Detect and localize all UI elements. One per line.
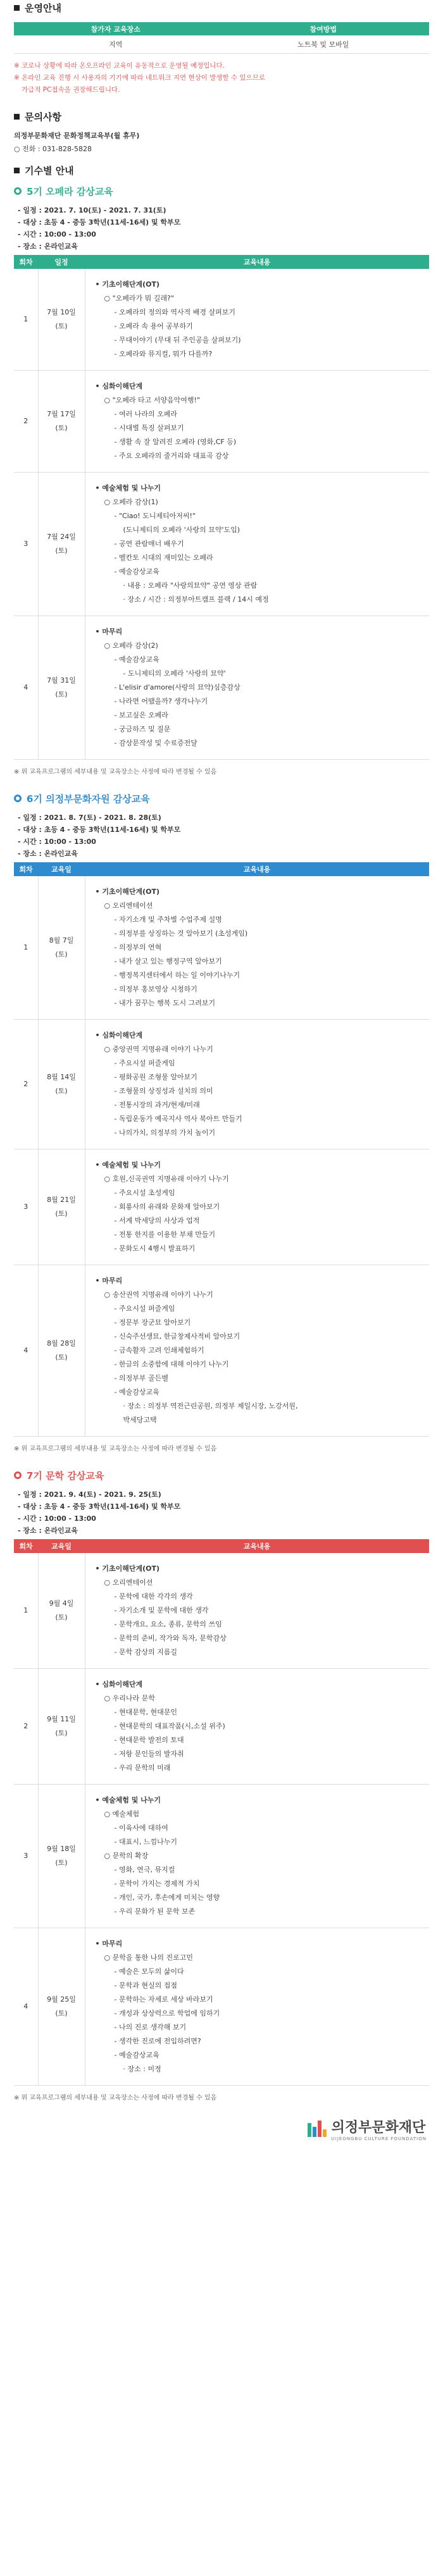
- table-row: [14, 1553, 429, 1669]
- session-date-text: 9월 25일: [47, 1995, 76, 2003]
- content-line: - 회룡사의 유래와 문화재 알아보기: [114, 1202, 220, 1211]
- program-section: [14, 1469, 429, 2102]
- content-line: - 문학에 대한 각각의 생각: [114, 1592, 193, 1601]
- schedule-header: 교육내용: [85, 862, 429, 876]
- schedule-header: 회차: [14, 1539, 38, 1553]
- content-line: ○ 우리나라 문학: [104, 1694, 155, 1702]
- content-line: ○ 예술체험: [104, 1809, 140, 1818]
- session-date-text: 8월 21일: [47, 1195, 76, 1204]
- session-date-text: (토): [55, 546, 68, 555]
- content-line: - 금속활자 고려 인쇄체험하기: [114, 1346, 204, 1354]
- session-date-text: (토): [55, 1858, 68, 1867]
- schedule-header: 회차: [14, 255, 38, 269]
- content-line: - 문학의 준비, 작가와 독자, 문학감상: [114, 1633, 227, 1642]
- details-title: 기수별 안내: [25, 164, 74, 176]
- inquiry-heading: [14, 110, 429, 123]
- program-info-line: - 시간 : 10:00 - 13:00: [18, 1514, 96, 1523]
- session-content: [85, 1149, 429, 1265]
- schedule-table: [14, 1539, 429, 2086]
- session-date-text: (토): [55, 950, 68, 958]
- table-row: [14, 876, 429, 1020]
- content-line: ○ 오페라 감상(2): [104, 641, 158, 650]
- program-info-line: - 대상 : 초등 4 - 중등 3학년(11세-16세) 및 학부모: [18, 1502, 181, 1511]
- content-line: - 예술감상교육: [114, 655, 159, 664]
- session-date-text: 8월 14일: [47, 1072, 76, 1081]
- session-date: [38, 1149, 85, 1265]
- program-info-line: - 대상 : 초등 4 - 중등 3학년(11세-16세) 및 학부모: [18, 825, 181, 834]
- content-line: · 장소 / 시간 : 의정부아트캠프 블랙 / 14시 예정: [123, 595, 269, 604]
- table-row: [14, 1668, 429, 1784]
- session-number: 4: [14, 1265, 38, 1436]
- foundation-logo: [14, 2117, 429, 2141]
- content-line: ○ 오페라 감상(1): [104, 497, 158, 506]
- session-date-text: (토): [55, 690, 68, 698]
- session-date: [38, 1019, 85, 1149]
- content-line: • 기초이해단계(OT): [95, 887, 160, 896]
- content-line: ○ 송산권역 지명유래 이야기 나누기: [104, 1290, 213, 1299]
- session-number: 1: [14, 876, 38, 1020]
- content-line: - 생활 속 잘 알려진 오페라 (영화,CF 등): [114, 437, 237, 446]
- session-date-text: (토): [55, 1728, 68, 1737]
- content-line: - 예술감상교육: [114, 1387, 159, 1396]
- program-footnote: ※ 위 교육프로그램의 세부내용 및 교육장소는 사정에 따라 변경될 수 있음: [14, 768, 217, 776]
- session-date: [38, 1784, 85, 1928]
- program-info-line: - 장소 : 온라인교육: [18, 242, 78, 251]
- content-line: - 이육사에 대하여: [114, 1823, 168, 1832]
- content-line: - 전통 한지를 이용한 부채 만들기: [114, 1230, 216, 1239]
- session-date: [38, 616, 85, 759]
- content-line: - 내가 살고 있는 행정구역 알아보기: [114, 957, 222, 965]
- session-date-text: (토): [55, 1086, 68, 1095]
- table-row: [14, 1149, 429, 1265]
- content-line: • 심화이해단계: [95, 1031, 143, 1039]
- content-line: - 내가 꿈꾸는 행복 도시 그려보기: [114, 998, 216, 1007]
- content-line: - 주요시설 퍼즐게임: [114, 1058, 175, 1067]
- operation-header-method: 참여방법: [218, 22, 430, 35]
- schedule-table: [14, 862, 429, 1437]
- content-line: - 자기소개 및 주차별 수업주제 설명: [114, 915, 222, 924]
- table-row: [14, 472, 429, 616]
- session-content: [85, 1265, 429, 1436]
- session-date-text: (토): [55, 1209, 68, 1218]
- content-line: - 오페라의 정의와 역사적 배경 살펴보기: [114, 307, 235, 316]
- session-content: [85, 1784, 429, 1928]
- session-date-text: (토): [55, 1613, 68, 1621]
- session-date: [38, 1928, 85, 2085]
- square-bullet-icon: [14, 114, 20, 120]
- content-line: - 예술감상교육: [114, 567, 159, 576]
- session-content: [85, 1668, 429, 1784]
- content-line: - 오페라와 뮤지컬, 뭐가 다를까?: [114, 349, 213, 358]
- session-content: [85, 269, 429, 371]
- content-line: - 도니제티의 오페라 '사랑의 묘약': [123, 669, 226, 678]
- inquiry-tel[interactable]: ○ 전화 : 031-828-5828: [14, 144, 92, 153]
- content-line: ○ 문학을 통한 나의 진로고민: [104, 1953, 193, 1962]
- program-info-line: - 대상 : 초등 4 - 중등 3학년(11세-16세) 및 학부모: [18, 218, 181, 226]
- square-bullet-icon: [14, 5, 20, 11]
- content-line: • 예술체험 및 나누기: [95, 1795, 161, 1804]
- foundation-logo-text: 의정부문화재단: [331, 2119, 426, 2136]
- content-line: - 행정복지센터에서 하는 일 이야기나누기: [114, 970, 240, 979]
- program-section: [14, 185, 429, 776]
- session-number: 4: [14, 1928, 38, 2085]
- content-line: • 마무리: [95, 627, 123, 636]
- schedule-header: 교육일: [38, 1539, 85, 1553]
- content-line: (도니제티의 오페라 '사랑의 묘약'도입): [123, 525, 240, 534]
- session-date: [38, 1553, 85, 1669]
- content-line: - 개성과 상상력으로 학업에 임하기: [114, 2009, 220, 2017]
- content-line: - 조형물의 상징성과 설치의 의미: [114, 1086, 213, 1095]
- session-date: [38, 269, 85, 371]
- operation-note: ※ 코로나 상황에 따라 온오프라인 교육이 유동적으로 운영될 예정입니다.: [14, 61, 225, 70]
- content-line: - 문학과 현실의 접점: [114, 1981, 177, 1990]
- content-line: - 예술감상교육: [114, 2050, 159, 2059]
- program-info-line: - 시간 : 10:00 - 13:00: [18, 230, 96, 238]
- content-line: - 주요시설 퍼즐게임: [114, 1304, 175, 1313]
- schedule-header: 교육내용: [85, 255, 429, 269]
- operation-heading: [14, 1, 429, 15]
- session-date: [38, 876, 85, 1020]
- session-date: [38, 370, 85, 472]
- program-section: [14, 792, 429, 1452]
- content-line: - 나의가치, 의정부의 가치 높이기: [114, 1128, 216, 1137]
- program-footnote: ※ 위 교육프로그램의 세부내용 및 교육장소는 사정에 따라 변경될 수 있음: [14, 1445, 217, 1452]
- session-date-text: (토): [55, 2009, 68, 2017]
- content-line: - 전통시장의 과거/현재/미래: [114, 1100, 200, 1109]
- content-line: - 문화도시 4행시 발표하기: [114, 1244, 196, 1253]
- program-info-line: - 장소 : 온라인교육: [18, 1526, 78, 1535]
- content-line: ○ 오리엔테이션: [104, 1578, 153, 1587]
- program-title: [14, 185, 429, 198]
- table-row: [14, 1784, 429, 1928]
- content-line: ○ "오페라 타고 서양음악여행!": [104, 395, 201, 404]
- table-row: [14, 616, 429, 759]
- schedule-header: 교육내용: [85, 1539, 429, 1553]
- session-number: 2: [14, 370, 38, 472]
- session-date-text: 7월 24일: [47, 532, 76, 541]
- content-line: - 영화, 연극, 뮤지컬: [114, 1865, 175, 1874]
- table-row: [14, 1019, 429, 1149]
- content-line: - 의정부부 골든벨: [114, 1373, 168, 1382]
- content-line: - 대표시, 느낌나누기: [114, 1837, 177, 1846]
- content-line: - 우리 문학의 미래: [114, 1763, 171, 1772]
- content-line: - 한글의 소중함에 대해 이야기 나누기: [114, 1359, 229, 1368]
- program-info-line: - 일정 : 2021. 9. 4(토) - 2021. 9. 25(토): [18, 1490, 161, 1499]
- content-line: ○ 오리엔테이션: [104, 901, 153, 910]
- operation-method: 노트북 및 모바일: [218, 35, 430, 53]
- content-line: • 마무리: [95, 1939, 123, 1948]
- content-line: ○ 중앙권역 지명유래 이야기 나누기: [104, 1044, 213, 1053]
- program-title: [14, 792, 429, 805]
- session-date-text: (토): [55, 423, 68, 432]
- program-title-text: 6기 의정부문화자원 감상교육: [27, 793, 150, 805]
- content-line: - 벨칸토 시대의 재미있는 오페라: [114, 553, 213, 562]
- session-content: [85, 1553, 429, 1669]
- content-line: - 서계 박세당의 사상과 업적: [114, 1216, 200, 1225]
- program-info-line: - 일정 : 2021. 7. 10(토) - 2021. 7. 31(토): [18, 206, 166, 214]
- operation-note: 가급적 PC접속을 권장해드립니다.: [22, 85, 120, 94]
- content-line: - 신숙주선생묘, 한글창제사적비 알아보기: [114, 1332, 240, 1341]
- session-number: 3: [14, 472, 38, 616]
- content-line: - 자기소개 및 문학에 대한 생각: [114, 1606, 209, 1614]
- content-line: • 기초이해단계(OT): [95, 280, 160, 288]
- content-line: - 의정부의 연혁: [114, 943, 162, 951]
- operation-table: [14, 22, 429, 54]
- session-content: [85, 472, 429, 616]
- session-date-text: 8월 28일: [47, 1339, 76, 1347]
- session-date: [38, 472, 85, 616]
- circle-bullet-icon: [14, 795, 22, 802]
- program-title: [14, 1469, 429, 1482]
- content-line: - 현대문학의 대표작품(시,소설 위주): [114, 1721, 225, 1730]
- program-info-line: - 장소 : 온라인교육: [18, 849, 78, 858]
- content-line: - 문학개요, 요소, 종류, 문학의 쓰임: [114, 1619, 222, 1628]
- session-number: 4: [14, 616, 38, 759]
- inquiry-title: 문의사항: [25, 111, 61, 123]
- content-line: · 장소 : 의정부 역전근린공원, 의정부 제일시장, 노강서원,: [123, 1401, 298, 1410]
- content-line: - L'elisir d'amore(사랑의 묘약)심층감상: [114, 683, 240, 691]
- content-line: - 문학 감상의 지름길: [114, 1647, 177, 1656]
- schedule-header: 회차: [14, 862, 38, 876]
- session-content: [85, 876, 429, 1020]
- session-content: [85, 1928, 429, 2085]
- session-content: [85, 1019, 429, 1149]
- content-line: - 여러 나라의 오페라: [114, 409, 177, 418]
- inquiry-info: [14, 130, 429, 155]
- content-line: • 심화이해단계: [95, 1680, 143, 1688]
- content-line: - 보고싶은 오페라: [114, 710, 168, 719]
- content-line: • 심화이해단계: [95, 381, 143, 390]
- table-row: [14, 370, 429, 472]
- content-line: - 저항 문인들의 발자취: [114, 1749, 184, 1758]
- content-line: - 나라면 어땠을까? 생각나누기: [114, 697, 208, 705]
- session-date-text: 9월 18일: [47, 1844, 76, 1853]
- schedule-header: 교육일: [38, 862, 85, 876]
- content-line: • 예술체험 및 나누기: [95, 483, 161, 492]
- session-date-text: 7월 31일: [47, 676, 76, 684]
- session-date-text: 9월 11일: [47, 1714, 76, 1723]
- content-line: - 개인, 국가, 후손에게 미치는 영향: [114, 1893, 220, 1902]
- details-heading: [14, 164, 429, 177]
- content-line: - 시대별 특징 살펴보기: [114, 423, 184, 432]
- content-line: - 주요 오페라의 줄거리와 대표곡 감상: [114, 451, 229, 460]
- content-line: - 정문부 장군묘 알아보기: [114, 1318, 191, 1327]
- content-line: - "Ciao! 도니제티아저씨!": [114, 511, 196, 520]
- content-line: ○ 문학의 확장: [104, 1851, 149, 1860]
- content-line: - 나의 진로 생각해 보기: [114, 2022, 187, 2031]
- content-line: - 무대이야기 (무대 뒤 주인공을 살펴보기): [114, 335, 241, 344]
- content-line: 박세당고택: [123, 1415, 157, 1424]
- session-date: [38, 1668, 85, 1784]
- session-date-text: 9월 4일: [49, 1599, 74, 1607]
- operation-title: 운영안내: [25, 3, 61, 14]
- content-line: - 문학이 가지는 경제적 가치: [114, 1879, 200, 1888]
- circle-bullet-icon: [14, 187, 22, 195]
- operation-note: ※ 온라인 교육 진행 시 사용자의 기기에 따라 네트워크 지연 현상이 발생할 수 있으므로: [14, 73, 266, 82]
- table-row: [14, 269, 429, 371]
- session-date-text: 7월 10일: [47, 307, 76, 316]
- session-number: 3: [14, 1784, 38, 1928]
- program-title-text: 5기 오페라 감상교육: [27, 185, 113, 197]
- session-number: 1: [14, 1553, 38, 1669]
- session-number: 1: [14, 269, 38, 371]
- program-title-text: 7기 문학 감상교육: [27, 1470, 104, 1482]
- content-line: - 독립운동가 예곡지사 역사 북아트 만들기: [114, 1114, 242, 1123]
- content-line: - 의정부를 상징하는 것 알아보기 (초성게임): [114, 929, 248, 938]
- table-row: [14, 35, 429, 53]
- session-date-text: 7월 17일: [47, 409, 76, 418]
- programs-container: [14, 185, 429, 2102]
- operation-notes: [14, 60, 429, 96]
- content-line: ○ 호원,신곡권역 지명유래 이야기 나누기: [104, 1174, 229, 1183]
- program-footnote: ※ 위 교육프로그램의 세부내용 및 교육장소는 사정에 따라 변경될 수 있음: [14, 2094, 217, 2102]
- session-date-text: (토): [55, 1353, 68, 1361]
- content-line: - 감상문작성 및 수료증전달: [114, 738, 197, 747]
- content-line: - 평화공원 조형물 알아보기: [114, 1072, 197, 1081]
- table-row: [14, 1265, 429, 1436]
- circle-bullet-icon: [14, 1471, 22, 1479]
- content-line: - 궁금하즈 및 질문: [114, 724, 171, 733]
- session-number: 3: [14, 1149, 38, 1265]
- content-line: - 주요시설 초성게임: [114, 1188, 175, 1197]
- session-content: [85, 370, 429, 472]
- content-line: - 오페라 속 용어 공부하기: [114, 321, 193, 330]
- session-content: [85, 616, 429, 759]
- content-line: - 우리 문화가 된 문학 보존: [114, 1907, 196, 1916]
- content-line: - 현대문학 발전의 토대: [114, 1735, 184, 1744]
- content-line: - 문학하는 자세로 세상 바라보기: [114, 1995, 213, 2003]
- session-number: 2: [14, 1668, 38, 1784]
- program-info-line: - 시간 : 10:00 - 13:00: [18, 837, 96, 846]
- content-line: ○ "오페라가 뭐 길래?": [104, 294, 174, 302]
- operation-header-place: 참가자 교육장소: [14, 22, 218, 35]
- content-line: - 현대문학, 현대문인: [114, 1707, 177, 1716]
- foundation-logo-subtext: UIJEONGBU CULTURE FOUNDATION: [331, 2136, 427, 2141]
- content-line: - 예술은 모두의 삶이다: [114, 1967, 184, 1976]
- foundation-logo-icon: [308, 2121, 327, 2137]
- operation-place: 지역: [14, 35, 218, 53]
- program-info-line: - 일정 : 2021. 8. 7(토) - 2021. 8. 28(토): [18, 813, 161, 822]
- session-date: [38, 1265, 85, 1436]
- session-date-text: (토): [55, 321, 68, 330]
- inquiry-org: 의정부문화재단 문화정책교육부(월 휴무): [14, 131, 140, 140]
- session-number: 2: [14, 1019, 38, 1149]
- content-line: · 내용 : 오페라 "사랑의묘약" 공연 영상 관람: [123, 581, 258, 590]
- content-line: - 생각한 진로에 전입하려면?: [114, 2036, 201, 2045]
- content-line: - 의정부 홍보영상 시청하기: [114, 984, 197, 993]
- square-bullet-icon: [14, 168, 20, 173]
- schedule-table: [14, 255, 429, 760]
- content-line: • 마무리: [95, 1276, 123, 1285]
- schedule-header: 일정: [38, 255, 85, 269]
- content-line: - 공연 관람매너 배우기: [114, 539, 184, 548]
- content-line: · 장소 : 미정: [123, 2064, 161, 2073]
- content-line: • 기초이해단계(OT): [95, 1564, 160, 1573]
- table-row: [14, 1928, 429, 2085]
- session-date-text: 8월 7일: [49, 936, 74, 944]
- content-line: • 예술체험 및 나누기: [95, 1160, 161, 1169]
